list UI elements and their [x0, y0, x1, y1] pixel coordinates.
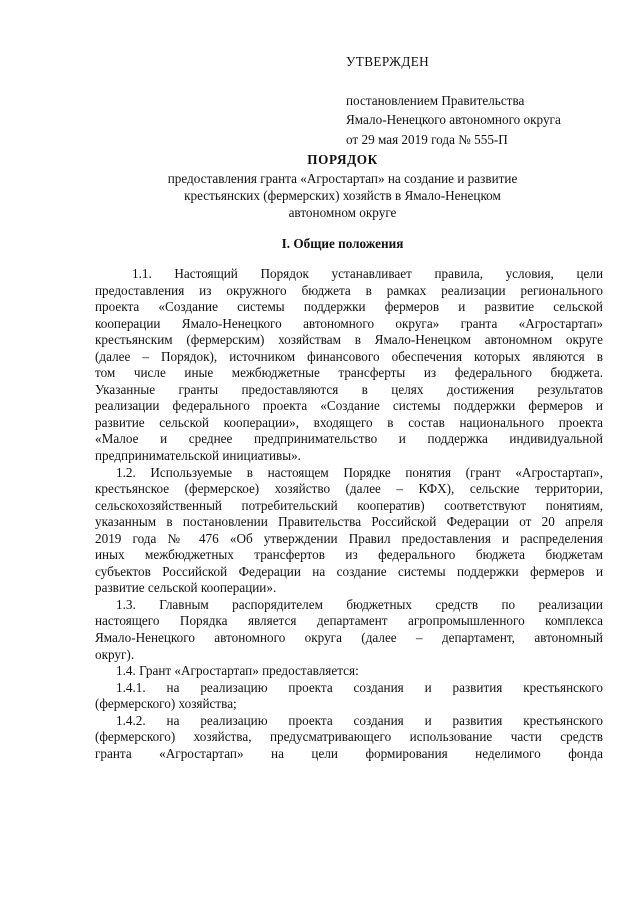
body-line: том числе иные межбюджетные трансферты из федерального бюджета.: [95, 365, 603, 381]
body-line: крестьянским (фермерским) хозяйствам в Ямало-Ненецком автономном округе: [95, 332, 603, 348]
body-line: округ).: [95, 646, 135, 662]
body-line: развитие сельской кооперации», входящего в состав национального проекта: [95, 414, 603, 430]
approval-heading: УТВЕРЖДЕН: [346, 54, 430, 69]
body-line: крестьянское (фермерское) хозяйство (далее – КФХ), сельские территории,: [95, 481, 603, 497]
approval-line: Ямало-Ненецкого автономного округа: [346, 112, 561, 127]
body-line: 1.4. Грант «Агростартап» предоставляется:: [116, 663, 359, 679]
body-line: настоящего Порядка является департамент агропромышленного комплекса: [95, 613, 603, 629]
body-line: 1.4.1. на реализацию проекта создания и развития крестьянского: [116, 679, 603, 695]
body-line: предпринимательской инициативы».: [95, 448, 301, 464]
body-line: Указанные гранты предоставляются в целях достижения результатов: [95, 381, 603, 397]
document-body: [95, 266, 603, 762]
section-heading: I. Общие положения: [281, 236, 404, 251]
body-line: иных межбюджетных трансфертов из федерального бюджета бюджетам: [95, 547, 603, 563]
document-subtitle: [95, 171, 590, 221]
subtitle-line: крестьянских (фермерских) хозяйств в Ямало-Ненецком: [184, 187, 501, 203]
body-line: (далее – Порядок), источником финансового обеспечения которых являются в: [95, 348, 603, 364]
body-line: 2019 года № 476 «Об утверждении Правил предоставления и распределения: [95, 530, 603, 546]
body-line: гранта «Агростартап» на цели формирования неделимого фонда: [95, 745, 603, 761]
body-line: 1.3. Главным распорядителем бюджетных средств по реализации: [116, 596, 603, 612]
body-line: развитие сельской кооперации».: [95, 580, 277, 596]
subtitle-line: предоставления гранта «Агростартап» на создание и развитие: [167, 171, 518, 186]
body-line: кооперации Ямало-Ненецкого автономного округа» гранта «Агростартап»: [95, 315, 603, 331]
body-line: проекта «Создание системы поддержки фермеров и развитие сельской: [95, 299, 603, 315]
body-line: предоставления из окружного бюджета в рамках реализации регионального: [95, 282, 603, 298]
body-line: 1.1. Настоящий Порядок устанавливает правила, условия, цели: [132, 266, 603, 281]
approval-line: от 29 мая 2019 года № 555-П: [346, 131, 508, 147]
body-line: сельскохозяйственный потребительский кооператив) соответствуют понятиям,: [95, 497, 603, 513]
body-line: «Малое и среднее предпринимательство и поддержка индивидуальной: [95, 431, 603, 447]
subtitle-line: автономном округе: [288, 204, 397, 220]
body-line: (фермерского) хозяйства;: [95, 696, 237, 712]
body-line: реализации федерального проекта «Создание системы поддержки фермеров и: [95, 398, 603, 414]
body-line: (фермерского) хозяйства, предусматривающего использование части средств: [95, 729, 603, 745]
body-line: 1.4.2. на реализацию проекта создания и развития крестьянского: [116, 712, 603, 728]
body-line: Ямало-Ненецкого автономного округа (далее – департамент, автономный: [95, 630, 603, 646]
body-line: указанным в постановлении Правительства Российской Федерации от 20 апреля: [95, 514, 603, 530]
approval-line: постановлением Правительства: [346, 92, 525, 108]
document-title: ПОРЯДОК: [307, 152, 378, 167]
body-line: 1.2. Используемые в настоящем Порядке понятия (грант «Агростартап»,: [116, 464, 603, 480]
approval-block: [346, 52, 561, 149]
body-line: субъектов Российской Федерации на создание системы поддержки фермеров и: [95, 563, 603, 579]
